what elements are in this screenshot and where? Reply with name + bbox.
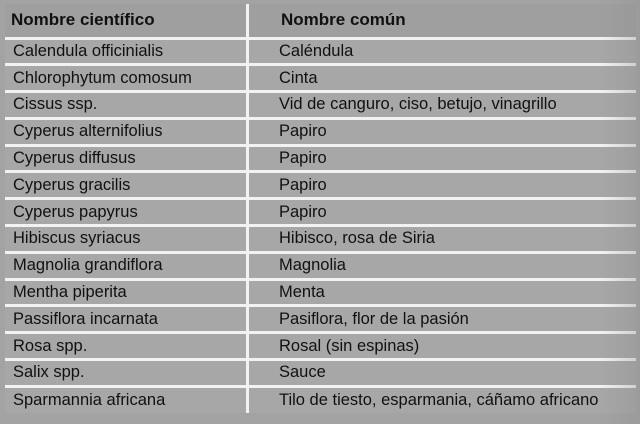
table-row xyxy=(5,65,636,92)
common-name-cell: Menta xyxy=(248,279,637,306)
common-name-cell: Cinta xyxy=(248,65,637,92)
common-name-cell: Pasiflora, flor de la pasión xyxy=(248,306,637,333)
common-name-cell: Sauce xyxy=(248,360,637,387)
scientific-name-cell: Cyperus gracilis xyxy=(5,172,248,199)
scientific-name-cell: Rosa spp. xyxy=(5,333,248,360)
table-row xyxy=(5,386,636,413)
scientific-name-cell: Salix spp. xyxy=(5,360,248,387)
scientific-name-cell: Sparmannia africana xyxy=(5,386,248,413)
table-row xyxy=(5,333,636,360)
common-name-cell: Papiro xyxy=(248,172,637,199)
common-name-cell: Hibisco, rosa de Siria xyxy=(248,226,637,253)
scientific-name-cell: Cyperus papyrus xyxy=(5,199,248,226)
scientific-name-cell: Cissus ssp. xyxy=(5,92,248,119)
table-row xyxy=(5,92,636,119)
scientific-name-cell: Passiflora incarnata xyxy=(5,306,248,333)
scientific-name-cell: Chlorophytum comosum xyxy=(5,65,248,92)
table-header-row xyxy=(5,4,636,38)
common-name-cell: Magnolia xyxy=(248,252,637,279)
common-name-cell: Papiro xyxy=(248,199,637,226)
plant-names-table xyxy=(5,4,636,413)
scientific-name-cell: Mentha piperita xyxy=(5,279,248,306)
common-name-cell: Tilo de tiesto, esparmania, cáñamo africano xyxy=(248,386,637,413)
table-row xyxy=(5,226,636,253)
table-row xyxy=(5,145,636,172)
table-body xyxy=(5,38,636,413)
table-row xyxy=(5,306,636,333)
table-row xyxy=(5,38,636,65)
table-row xyxy=(5,199,636,226)
common-name-cell: Papiro xyxy=(248,145,637,172)
table-row xyxy=(5,279,636,306)
scientific-name-cell: Cyperus alternifolius xyxy=(5,118,248,145)
common-name-cell: Rosal (sin espinas) xyxy=(248,333,637,360)
scientific-name-cell: Magnolia grandiflora xyxy=(5,252,248,279)
header-scientific-name: Nombre científico xyxy=(5,4,248,38)
table-row xyxy=(5,118,636,145)
common-name-cell: Caléndula xyxy=(248,38,637,65)
scientific-name-cell: Calendula officinialis xyxy=(5,38,248,65)
table-row xyxy=(5,252,636,279)
table-row xyxy=(5,172,636,199)
scientific-name-cell: Hibiscus syriacus xyxy=(5,226,248,253)
table-row xyxy=(5,360,636,387)
common-name-cell: Vid de canguro, ciso, betujo, vinagrillo xyxy=(248,92,637,119)
common-name-cell: Papiro xyxy=(248,118,637,145)
scientific-name-cell: Cyperus diffusus xyxy=(5,145,248,172)
header-common-name: Nombre común xyxy=(281,10,406,30)
